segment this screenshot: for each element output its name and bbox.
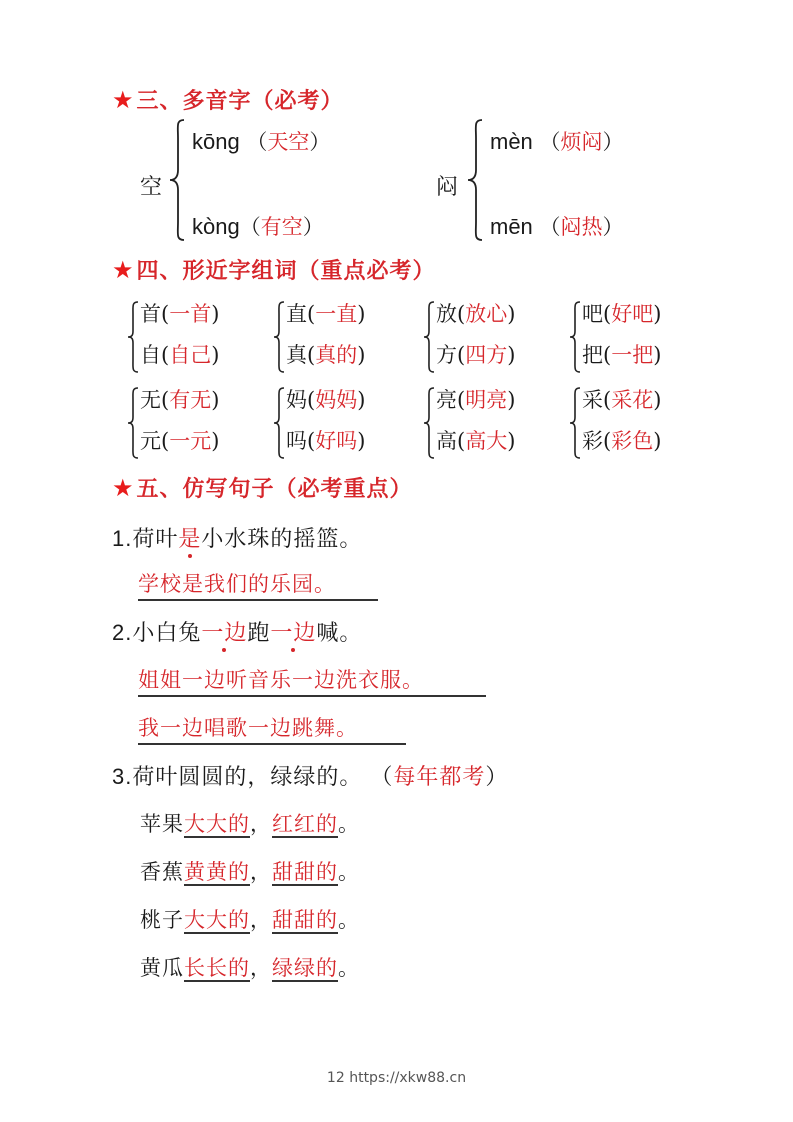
reading-row: mēn （闷热） xyxy=(490,214,624,239)
similar-char-group xyxy=(126,384,286,464)
imitation-row: 桃子大大的，甜甜的。 xyxy=(140,904,360,934)
similar-char-line: 元(一元) xyxy=(140,429,220,453)
page-number: 12 xyxy=(326,1070,345,1086)
brace-icon xyxy=(126,300,140,378)
footer-url[interactable]: https://xkw88.cn xyxy=(349,1070,467,1086)
question-1: 1.荷叶是小水珠的摇篮。 xyxy=(112,526,363,552)
similar-char-line: 妈(妈妈) xyxy=(286,388,366,412)
question-3: 3.荷叶圆圆的，绿绿的。 （每年都考） xyxy=(112,764,509,790)
similar-char-group xyxy=(272,384,432,464)
similar-char-line: 采(采花) xyxy=(582,388,662,412)
brace-icon xyxy=(422,300,436,378)
similar-char-line: 无(有无) xyxy=(140,388,220,412)
similar-char-line: 首(一首) xyxy=(140,302,220,326)
answer-line: 学校是我们的乐园。 xyxy=(138,568,378,601)
similar-char-line: 自(自己) xyxy=(140,343,220,367)
brace-icon xyxy=(568,300,582,378)
similar-char-line: 真(真的) xyxy=(286,343,366,367)
star-icon: ★ xyxy=(112,86,135,114)
reading-row: kōng （天空） xyxy=(192,129,331,154)
similar-char-line: 吗(好吗) xyxy=(286,429,366,453)
similar-char-group xyxy=(568,298,728,378)
section-5-heading: ★五、仿写句子（必考重点） xyxy=(112,474,413,502)
similar-char-line: 亮(明亮) xyxy=(436,388,516,412)
polyphone-char: 空 xyxy=(140,175,163,200)
answer-line: 我一边唱歌一边跳舞。 xyxy=(138,712,406,745)
similar-char-group xyxy=(126,298,286,378)
similar-char-group xyxy=(422,298,582,378)
answer-line: 姐姐一边听音乐一边洗衣服。 xyxy=(138,664,486,697)
similar-char-line: 高(高大) xyxy=(436,429,516,453)
similar-char-line: 彩(彩色) xyxy=(582,429,662,453)
section-4-heading: ★四、形近字组词（重点必考） xyxy=(112,256,436,284)
similar-char-group xyxy=(422,384,582,464)
similar-char-line: 吧(好吧) xyxy=(582,302,662,326)
similar-char-line: 直(一直) xyxy=(286,302,366,326)
imitation-row: 香蕉黄黄的，甜甜的。 xyxy=(140,856,360,886)
similar-char-line: 把(一把) xyxy=(582,343,662,367)
imitation-row: 黄瓜长长的，绿绿的。 xyxy=(140,952,360,982)
similar-char-group xyxy=(568,384,728,464)
similar-char-group xyxy=(272,298,432,378)
brace-icon xyxy=(466,118,480,242)
similar-char-line: 放(放心) xyxy=(436,302,516,326)
brace-icon xyxy=(126,386,140,464)
brace-icon xyxy=(272,386,286,464)
emphasis-1: 一边 xyxy=(201,621,248,646)
reading-row: mèn （烦闷） xyxy=(490,129,624,154)
star-icon: ★ xyxy=(112,474,135,502)
similar-char-line: 方(四方) xyxy=(436,343,516,367)
brace-icon xyxy=(168,118,182,242)
section-3-heading: ★三、多音字（必考） xyxy=(112,86,344,114)
question-2: 2.小白兔一边跑一边喊。 xyxy=(112,620,363,646)
brace-icon xyxy=(422,386,436,464)
star-icon: ★ xyxy=(112,256,135,284)
brace-icon xyxy=(272,300,286,378)
brace-icon xyxy=(568,386,582,464)
polyphone-char: 闷 xyxy=(436,175,459,200)
reading-row: kòng（有空） xyxy=(192,214,324,239)
page-footer xyxy=(0,1070,793,1086)
imitation-row: 苹果大大的，红红的。 xyxy=(140,808,360,838)
